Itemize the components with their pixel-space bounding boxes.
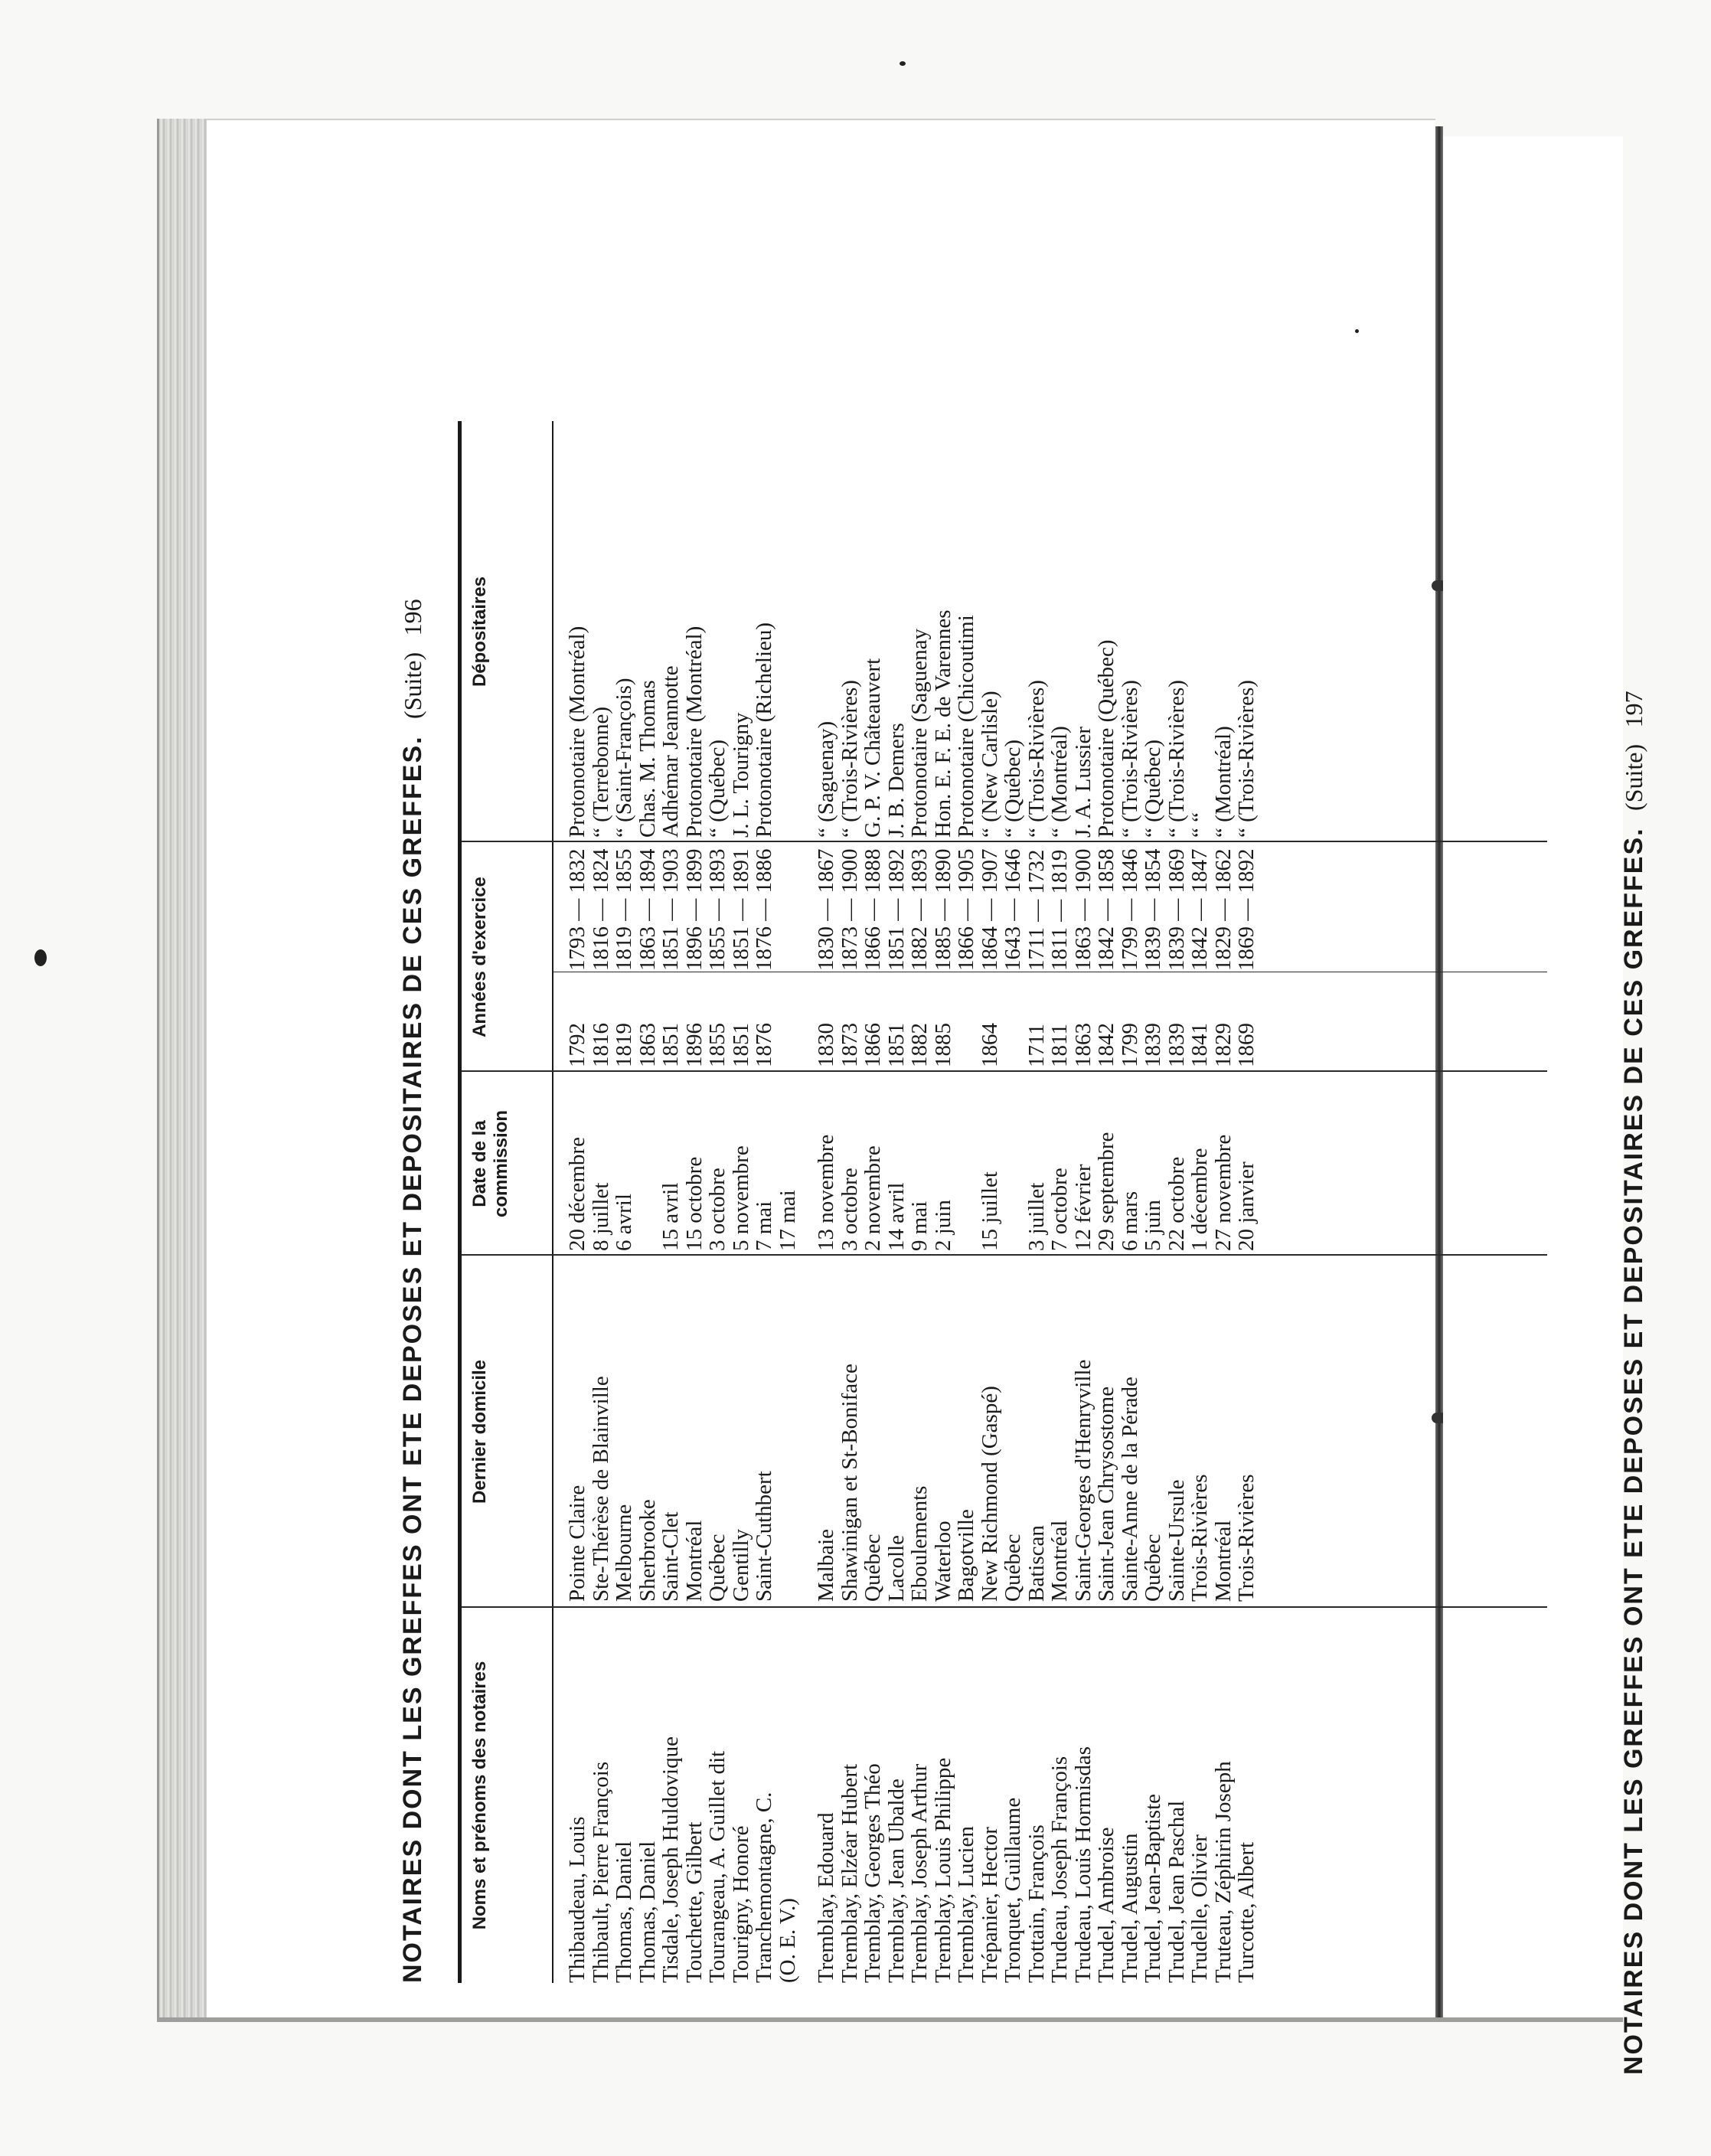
- row-date: 1 décembre: [1187, 1148, 1212, 1251]
- row-years-exercice: 1819 — 1855: [612, 848, 636, 971]
- row-year-commission: 1839: [1164, 1023, 1189, 1067]
- row-year-commission: 1851: [728, 1023, 753, 1067]
- row-depositaire: “ (Montréal): [1047, 726, 1072, 838]
- table-row: [636, 421, 660, 1983]
- table-row: [838, 421, 862, 1983]
- table-row: [861, 421, 885, 1983]
- row-name: Tremblay, Lucien: [954, 1826, 978, 1983]
- row-depositaire: “ (Trois-Rivières): [837, 680, 862, 838]
- row-years-exercice: 1851 — 1892: [883, 848, 909, 971]
- row-date: 15 juillet: [977, 1171, 1002, 1251]
- row-name: Trudeau, Joseph François: [1047, 1756, 1072, 1983]
- book-edge: [157, 119, 207, 2017]
- row-depositaire: Hon. E. F. E. de Varennes: [930, 609, 955, 838]
- right-page: [1443, 136, 1623, 2017]
- row-year-commission: 1873: [837, 1023, 862, 1067]
- row-year-commission: 1819: [612, 1023, 636, 1067]
- row-name: Tremblay, Jean Ubalde: [883, 1779, 909, 1983]
- row-date: 20 décembre: [565, 1137, 589, 1251]
- left-page-content: [398, 314, 1347, 2075]
- row-date: 7 octobre: [1047, 1168, 1072, 1251]
- row-depositaire: “ (Trois-Rivières): [1164, 680, 1189, 838]
- row-years-exercice: 1842 — 1858: [1094, 848, 1118, 971]
- row-date: 17 mai: [775, 1190, 800, 1251]
- row-date: 2 juin: [930, 1200, 955, 1251]
- table-row: [683, 421, 707, 1983]
- row-year-commission: 1896: [681, 1023, 707, 1067]
- row-year-commission: 1855: [705, 1023, 730, 1067]
- row-depositaire: G. P. V. Châteauvert: [860, 658, 885, 838]
- row-depositaire: Protonotaire (Chicoutimi: [954, 615, 978, 838]
- row-date: 6 mars: [1117, 1191, 1142, 1251]
- row-years-exercice: 1863 — 1900: [1070, 848, 1095, 971]
- row-domicile: Sainte-Ursule: [1164, 1479, 1189, 1602]
- table-row: [955, 421, 978, 1983]
- row-name: Thomas, Daniel: [612, 1841, 636, 1983]
- row-year-commission: 1830: [814, 1023, 838, 1067]
- row-year-commission: 1816: [588, 1023, 613, 1067]
- row-depositaire: “ (Québec): [1141, 740, 1165, 838]
- row-domicile: Eboulements: [907, 1485, 932, 1602]
- row-years-exercice: 1842 — 1847: [1187, 848, 1212, 971]
- row-depositaire: J. A. Lussier: [1070, 727, 1095, 838]
- page-number: 196: [399, 599, 426, 636]
- row-years-exercice: 1864 — 1907: [977, 848, 1002, 971]
- row-years-exercice: 1882 — 1893: [907, 848, 932, 971]
- row-name: Tourigny, Honoré: [728, 1825, 753, 1983]
- row-year-commission: 1851: [658, 1023, 683, 1067]
- heading-text: NOTAIRES DONT LES GREFFES ONT ETE DEPOSES ET DEPOSITAIRES DE CES GREFFES.: [1619, 827, 1648, 2075]
- row-depositaire: Adhémar Jeannotte: [658, 665, 683, 838]
- row-name: Trudelle, Olivier: [1187, 1834, 1212, 1983]
- row-name: Tremblay, Edouard: [814, 1812, 838, 1983]
- row-year-commission: 1863: [1070, 1023, 1095, 1067]
- row-name: Tisdale, Joseph Huldovique: [658, 1736, 683, 1983]
- col-header-names: Noms et prénoms des notaires: [469, 1661, 490, 1930]
- row-date: 29 septembre: [1094, 1132, 1118, 1251]
- page-heading: [398, 314, 444, 1983]
- row-date: 7 mai: [752, 1200, 776, 1251]
- row-name: Trudel, Jean Paschal: [1164, 1800, 1189, 1983]
- row-date: 22 octobre: [1164, 1156, 1189, 1251]
- row-domicile: Québec: [1141, 1534, 1165, 1602]
- row-year-commission: 1851: [883, 1023, 909, 1067]
- col-header-years: Années d'exercice: [469, 877, 490, 1037]
- row-years-exercice: 1839 — 1869: [1164, 848, 1189, 971]
- row-domicile: Pointe Claire: [565, 1485, 589, 1602]
- row-domicile: Trois-Rivières: [1187, 1474, 1212, 1602]
- row-name: (O. E. V.): [775, 1898, 800, 1983]
- col-header-commission: Date de la commission: [469, 1109, 511, 1218]
- right-page-heading: [1619, 314, 1649, 2075]
- row-date: 20 janvier: [1234, 1161, 1259, 1251]
- table-row: [1025, 421, 1049, 1983]
- table-row: [753, 421, 776, 1983]
- row-year-commission: 1829: [1210, 1023, 1236, 1067]
- row-years-exercice: 1839 — 1854: [1141, 848, 1165, 971]
- table-row: [589, 421, 613, 1983]
- row-year-commission: 1842: [1094, 1023, 1118, 1067]
- row-year-commission: 1864: [977, 1023, 1002, 1067]
- table-row: [908, 421, 932, 1983]
- row-name: Tremblay, Elzéar Hubert: [837, 1763, 862, 1983]
- heading-text: NOTAIRES DONT LES GREFFES ONT ETE DEPOSES ET DEPOSITAIRES DE CES GREFFES.: [398, 735, 427, 1983]
- table-row: [659, 421, 683, 1983]
- row-years-exercice: 1793 — 1832: [565, 848, 589, 971]
- row-domicile: Bagotville: [954, 1509, 978, 1602]
- row-years-exercice: 1830 — 1867: [814, 848, 838, 971]
- table-row: [1001, 421, 1025, 1983]
- row-date: 14 avril: [883, 1182, 909, 1251]
- row-depositaire: “ (Saint-François): [612, 678, 636, 838]
- row-domicile: Waterloo: [930, 1521, 955, 1602]
- book-gutter: [1435, 126, 1443, 2017]
- row-domicile: Sainte-Anne de la Pérade: [1117, 1377, 1142, 1602]
- row-depositaire: “ (Montréal): [1210, 726, 1236, 838]
- table-row: [1235, 421, 1259, 1983]
- row-date: 3 juillet: [1024, 1182, 1049, 1251]
- row-year-commission: 1876: [752, 1023, 776, 1067]
- row-depositaire: “ (Québec): [1001, 740, 1025, 838]
- row-years-exercice: 1876 — 1886: [752, 848, 776, 971]
- table-row: [566, 421, 589, 1983]
- row-date: 3 octobre: [837, 1168, 862, 1251]
- row-depositaire: Chas. M. Thomas: [635, 680, 660, 838]
- row-domicile: Melbourne: [612, 1504, 636, 1602]
- row-name: Trottain, François: [1024, 1824, 1049, 1983]
- row-name: Trudeau, Louis Hormisdas: [1070, 1746, 1095, 1983]
- row-name: Trudel, Ambroise: [1094, 1827, 1118, 1983]
- scan-speck: [34, 949, 47, 966]
- row-depositaire: Protonotaire (Montréal): [565, 626, 589, 838]
- notaires-table: [458, 329, 1259, 1983]
- row-name: Tremblay, Louis Philippe: [930, 1757, 955, 1983]
- row-name: Thibaudeau, Louis: [565, 1816, 589, 1983]
- row-domicile: Saint-Cuthbert: [752, 1471, 776, 1602]
- row-domicile: Saint-Georges d'Henryville: [1070, 1359, 1095, 1602]
- row-domicile: Trois-Rivières: [1234, 1474, 1259, 1602]
- row-years-exercice: 1885 — 1890: [930, 848, 955, 971]
- row-years-exercice: 1863 — 1894: [635, 848, 660, 971]
- row-name: Tremblay, Georges Théo: [860, 1763, 885, 1983]
- row-year-commission: 1882: [907, 1023, 932, 1067]
- row-date: 27 novembre: [1210, 1134, 1236, 1251]
- row-years-exercice: 1866 — 1905: [954, 848, 978, 971]
- row-date: 8 juillet: [588, 1182, 613, 1251]
- row-depositaire: Protonotaire (Montréal): [681, 626, 707, 838]
- col-header-domicile: Dernier domicile: [469, 1359, 490, 1504]
- row-depositaire: Protonotaire (Richelieu): [752, 622, 776, 838]
- row-depositaire: “ (New Carlisle): [977, 691, 1002, 838]
- row-years-exercice: 1851 — 1903: [658, 848, 683, 971]
- table-header: [462, 421, 553, 1983]
- row-years-exercice: 1811 — 1819: [1047, 849, 1072, 971]
- row-year-commission: 1869: [1234, 1023, 1259, 1067]
- row-depositaire: Protonotaire (Saguenay: [907, 628, 932, 838]
- scan-speck: [900, 61, 906, 66]
- row-years-exercice: 1896 — 1899: [681, 848, 707, 971]
- row-domicile: Saint-Clet: [658, 1511, 683, 1602]
- row-domicile: Sherbrooke: [635, 1499, 660, 1602]
- row-year-commission: 1841: [1187, 1023, 1212, 1067]
- row-name: Touchette, Gilbert: [681, 1821, 707, 1983]
- table-row: [1165, 421, 1189, 1983]
- row-name: Truteau, Zéphirin Joseph: [1210, 1761, 1236, 1983]
- row-years-exercice: 1829 — 1862: [1210, 848, 1236, 971]
- right-page-content: [1619, 314, 1711, 2075]
- row-domicile: Lacolle: [883, 1535, 909, 1602]
- page-number: 197: [1620, 691, 1647, 728]
- row-year-commission: 1811: [1047, 1024, 1072, 1067]
- row-name: Trépanier, Hector: [977, 1827, 1002, 1983]
- col-header-depositaires: Dépositaires: [469, 576, 490, 688]
- row-year-commission: 1866: [860, 1023, 885, 1067]
- table-row: [1212, 421, 1236, 1983]
- table-row: [612, 421, 636, 1983]
- row-years-exercice: 1799 — 1846: [1117, 848, 1142, 971]
- table-row: [1095, 421, 1118, 1983]
- table-row: [1188, 421, 1212, 1983]
- row-date: 12 février: [1070, 1164, 1095, 1251]
- table-row: [1141, 421, 1165, 1983]
- row-domicile: Shawinigan et St-Boniface: [837, 1364, 862, 1602]
- row-name: Tourangeau, A. Guillet dit: [705, 1750, 730, 1983]
- row-years-exercice: 1851 — 1891: [728, 848, 753, 971]
- row-depositaire: “ (Trois-Rivières): [1234, 680, 1259, 838]
- row-domicile: Ste-Thérèse de Blainville: [588, 1376, 613, 1602]
- table-row: [932, 421, 955, 1983]
- row-domicile: Montréal: [681, 1520, 707, 1602]
- row-date: 2 novembre: [860, 1145, 885, 1251]
- row-name: Tremblay, Joseph Arthur: [907, 1763, 932, 1983]
- row-year-commission: 1863: [635, 1023, 660, 1067]
- table-row: [885, 421, 909, 1983]
- row-depositaire: J. B. Demers: [883, 723, 909, 838]
- row-year-commission: 1711: [1024, 1024, 1049, 1067]
- row-year-commission: 1799: [1117, 1023, 1142, 1067]
- heading-suite: (Suite): [399, 652, 426, 719]
- row-domicile: Québec: [705, 1534, 730, 1602]
- row-depositaire: “ “: [1187, 812, 1212, 838]
- row-depositaire: “ (Terrebonne): [588, 706, 613, 838]
- row-depositaire: “ (Saguenay): [814, 720, 838, 838]
- row-depositaire: Protonotaire (Québec): [1094, 639, 1118, 838]
- row-years-exercice: 1866 — 1888: [860, 848, 885, 971]
- table-row: [730, 421, 753, 1983]
- row-years-exercice: 1869 — 1892: [1234, 848, 1259, 971]
- row-domicile: Malbaie: [814, 1528, 838, 1602]
- row-domicile: Gentilly: [728, 1528, 753, 1602]
- row-name: Tranchemontagne, C.: [752, 1792, 776, 1983]
- row-years-exercice: 1643 — 1646: [1001, 848, 1025, 971]
- row-depositaire: “ (Québec): [705, 740, 730, 838]
- table-row: [706, 421, 730, 1983]
- row-name: Trudel, Jean-Baptiste: [1141, 1793, 1165, 1983]
- row-years-exercice: 1711 — 1732: [1024, 849, 1049, 971]
- row-date: 15 avril: [658, 1182, 683, 1251]
- row-depositaire: J. L. Tourigny: [728, 712, 753, 838]
- row-depositaire: “ (Trois-Rivières): [1117, 680, 1142, 838]
- row-date: 6 avril: [612, 1194, 636, 1251]
- table-row: [815, 421, 838, 1983]
- row-date: 9 mai: [907, 1200, 932, 1251]
- row-domicile: New Richmond (Gaspé): [977, 1386, 1002, 1602]
- table-row: [1072, 421, 1095, 1983]
- row-years-exercice: 1855 — 1893: [705, 848, 730, 971]
- row-name: Trudel, Augustin: [1117, 1833, 1142, 1983]
- row-domicile: Montréal: [1210, 1520, 1236, 1602]
- row-domicile: Québec: [1001, 1534, 1025, 1602]
- row-domicile: Montréal: [1047, 1520, 1072, 1602]
- table-row: [776, 421, 800, 1983]
- row-date: 5 novembre: [728, 1145, 753, 1251]
- row-years-exercice: 1873 — 1900: [837, 848, 862, 971]
- row-year-commission: 1792: [565, 1023, 589, 1067]
- row-date: 5 juin: [1141, 1200, 1165, 1251]
- row-year-commission: 1839: [1141, 1023, 1165, 1067]
- row-name: Thomas, Daniel: [635, 1841, 660, 1983]
- row-date: 3 octobre: [705, 1168, 730, 1251]
- row-date: 13 novembre: [814, 1134, 838, 1251]
- table-row: [978, 421, 1002, 1983]
- row-spacer: [799, 421, 815, 1983]
- row-year-commission: 1885: [930, 1023, 955, 1067]
- row-date: 15 octobre: [681, 1156, 707, 1251]
- row-name: Thibault, Pierre François: [588, 1761, 613, 1983]
- table-row: [1118, 421, 1142, 1983]
- row-depositaire: “ (Trois-Rivières): [1024, 680, 1049, 838]
- row-years-exercice: 1816 — 1824: [588, 848, 613, 971]
- heading-suite: (Suite): [1620, 743, 1647, 811]
- table-row: [1048, 421, 1072, 1983]
- table-body: [566, 421, 1259, 1983]
- row-name: Tronquet, Guillaume: [1001, 1797, 1025, 1983]
- row-domicile: Québec: [860, 1534, 885, 1602]
- row-name: Turcotte, Albert: [1234, 1841, 1259, 1983]
- row-domicile: Batiscan: [1024, 1525, 1049, 1602]
- scan-speck: [1355, 329, 1359, 333]
- row-domicile: Saint-Jean Chrysostome: [1094, 1386, 1118, 1602]
